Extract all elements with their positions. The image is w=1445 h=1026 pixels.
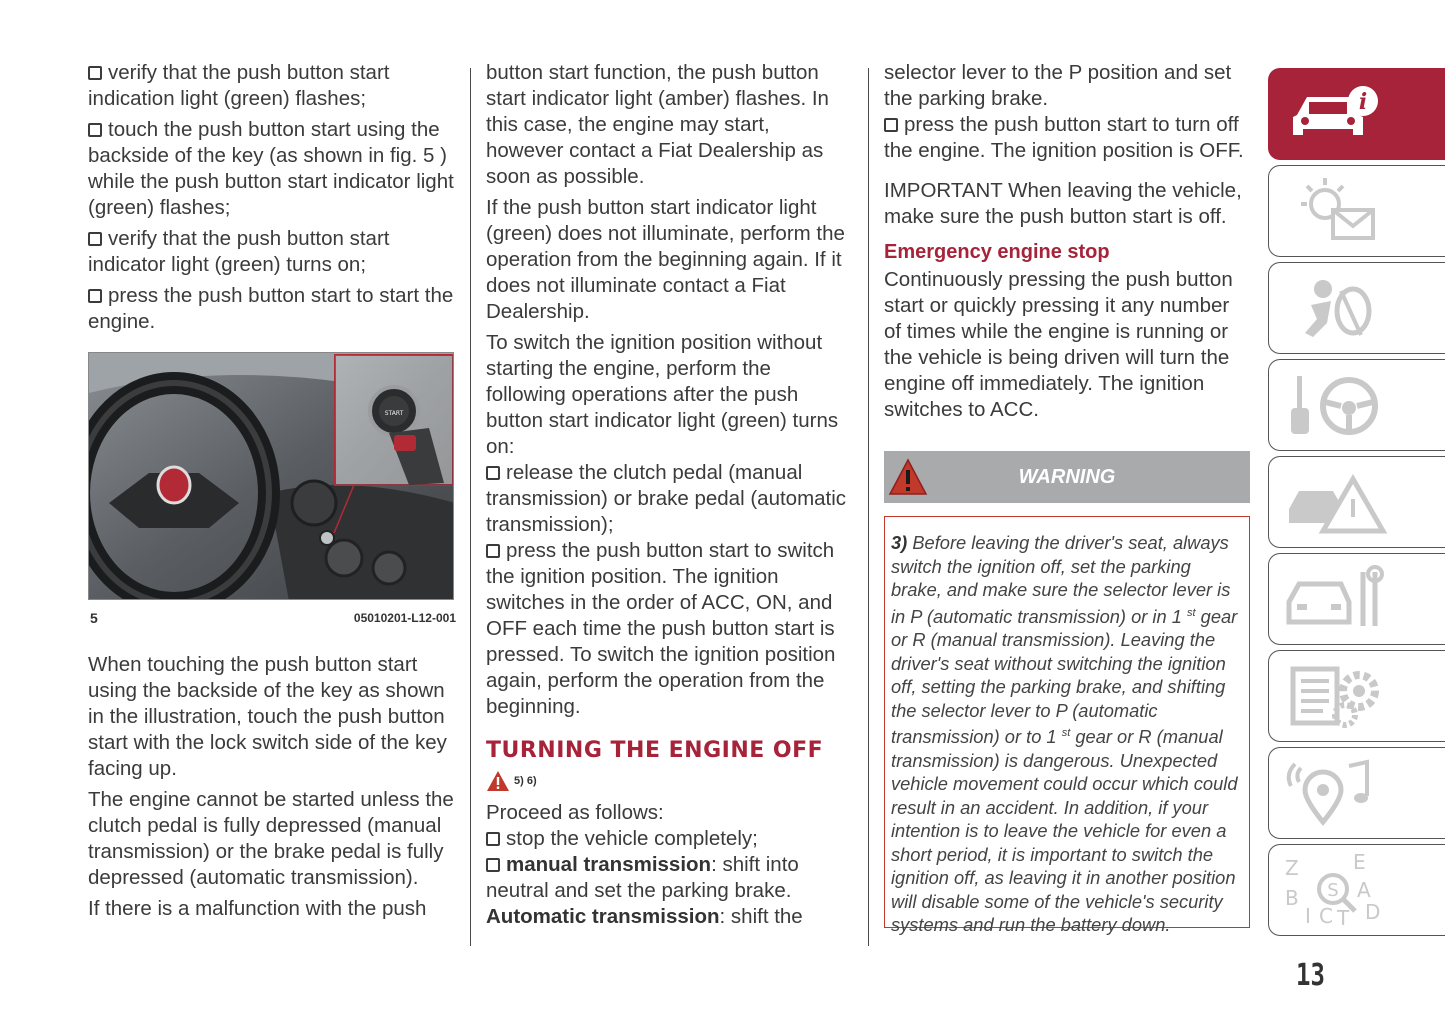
svg-text:I: I: [1305, 904, 1311, 925]
figure-caption: [88, 610, 456, 626]
column-divider: [470, 68, 471, 946]
warning-triangle-icon: [486, 770, 510, 792]
svg-text:Z: Z: [1285, 856, 1299, 880]
warning-box: 3) Before leaving the driver's seat, always switch the ignition off, set the parking brake, and make sure the selector lever is in P (automatic transmission) or in 1 $^{st}$ gear or R (manual transmission). Leaving the driver's seat without switching the ignition off, setting the parking brake, and shifting the selector lever to P (automatic transmission) or to 1 $^{st}$ gear or R (manual transmission) is dangerous. Unexpected vehicle movement could occur which could result in an accident. In addition, if your intention is to leave the vehicle for even a short period, it is important to switch the ignition off, as leaving it in another position will disable some of the vehicle's security systems and run the battery down.: [884, 516, 1250, 928]
column-2: [486, 60, 848, 935]
checkbox-bullet-icon: [486, 466, 500, 480]
bullet-item: verify that the push button start indication light (green) flashes;: [88, 61, 390, 110]
tab-safety[interactable]: [1268, 262, 1445, 354]
column-1: [88, 60, 456, 927]
column-3: [884, 60, 1250, 936]
checkbox-bullet-icon: [486, 544, 500, 558]
svg-text:E: E: [1353, 853, 1366, 874]
paragraph: selector lever to the P position and set the parking brake.: [884, 61, 1232, 110]
svg-text:D: D: [1365, 900, 1381, 924]
figure-number: 5: [90, 610, 98, 626]
tab-getting-to-know-car[interactable]: [1268, 68, 1445, 160]
section-heading: TURNING THE ENGINE OFF: [486, 738, 824, 763]
tab-servicing[interactable]: [1268, 553, 1445, 645]
bullet-item: release the clutch pedal (manual transmission) or brake pedal (automatic transmission);: [486, 461, 847, 536]
warning-header: [884, 451, 1250, 503]
page-number: 13: [1296, 958, 1325, 993]
svg-text:i: i: [1358, 89, 1368, 115]
checkbox-bullet-icon: [884, 118, 898, 132]
svg-text:A: A: [1357, 878, 1371, 902]
warning-title: WARNING: [1018, 466, 1116, 488]
paragraph: button start function, the push button start indicator light (amber) flashes. In this case, the engine may start, however contact a Fiat Dealership as soon as possible.: [486, 61, 829, 188]
tab-index[interactable]: [1268, 844, 1445, 936]
warning-lights-message-icon: [1283, 174, 1393, 246]
car-info-icon: [1283, 77, 1393, 149]
svg-text:S: S: [1327, 880, 1339, 901]
tab-emergency[interactable]: [1268, 456, 1445, 548]
tab-warning-lights[interactable]: [1268, 165, 1445, 257]
checkbox-bullet-icon: [88, 232, 102, 246]
multimedia-music-icon: [1283, 756, 1393, 828]
paragraph: Continuously pressing the push button start or quickly pressing it any number of times while the engine is running or the vehicle is being driven will turn the engine off immediately. The ignition switches to ACC.: [884, 268, 1233, 421]
dashboard-illustration: [89, 353, 454, 600]
paragraph: Automatic transmission: shift the: [486, 905, 803, 928]
bullet-item: verify that the push button start indicator light (green) turns on;: [88, 227, 390, 276]
tab-multimedia[interactable]: [1268, 747, 1445, 839]
svg-text:START: START: [384, 410, 404, 417]
checkbox-bullet-icon: [486, 858, 500, 872]
bullet-item: manual transmission: shift into neutral and set the parking brake.: [486, 853, 799, 902]
section-heading-emergency: Emergency engine stop: [884, 241, 1110, 263]
alphabetical-index-icon: [1283, 853, 1393, 925]
breakdown-triangle-icon: [1283, 465, 1393, 537]
checkbox-bullet-icon: [88, 123, 102, 137]
figure-push-button-start: [88, 352, 454, 600]
bullet-item: touch the push button start using the backside of the key (as shown in fig. 5 ) while the push button start indicator light (green) flashes;: [88, 118, 454, 219]
checkbox-bullet-icon: [486, 832, 500, 846]
bullet-item: press the push button start to switch the ignition position. The ignition switches in the order of ACC, ON, and OFF each time the push button start is pressed. To switch the ignition position again, perform the operation from the beginning.: [486, 539, 836, 718]
key-steering-wheel-icon: [1283, 368, 1393, 440]
bullet-item: press the push button start to turn off the engine. The ignition position is OFF.: [884, 113, 1244, 162]
column-divider: [868, 68, 869, 946]
svg-text:T: T: [1337, 906, 1350, 925]
technical-data-gear-icon: [1283, 659, 1393, 731]
checkbox-bullet-icon: [88, 66, 102, 80]
checkbox-bullet-icon: [88, 289, 102, 303]
warning-number: 3): [891, 532, 908, 553]
paragraph: To switch the ignition position without starting the engine, perform the following operations after the push button start indicator light (green) turns on:: [486, 331, 839, 458]
tab-starting-driving[interactable]: [1268, 359, 1445, 451]
paragraph: When touching the push button start using the backside of the key as shown in the illustration, touch the push button start with the lock switch side of the key facing up.: [88, 653, 447, 780]
bullet-item: stop the vehicle completely;: [486, 826, 848, 852]
warning-references: 5) 6): [486, 770, 848, 792]
paragraph: Proceed as follows:: [486, 801, 664, 824]
tab-technical-data[interactable]: [1268, 650, 1445, 742]
airbag-safety-icon: [1283, 271, 1393, 343]
important-note: IMPORTANT When leaving the vehicle, make sure the push button start is off.: [884, 179, 1242, 228]
car-maintenance-tools-icon: [1283, 562, 1393, 634]
bullet-item: press the push button start to start the engine.: [88, 284, 454, 333]
svg-text:C: C: [1319, 904, 1333, 925]
svg-text:B: B: [1285, 886, 1299, 910]
paragraph: If there is a malfunction with the push: [88, 897, 427, 920]
paragraph: The engine cannot be started unless the clutch pedal is fully depressed (manual transmission) or the brake pedal is fully depressed (automatic transmission).: [88, 788, 454, 889]
paragraph: If the push button start indicator light (green) does not illuminate, perform the operation from the beginning again. If it does not illuminate contact a Fiat Dealership.: [486, 196, 845, 323]
figure-code: 05010201-L12-001: [353, 611, 456, 625]
